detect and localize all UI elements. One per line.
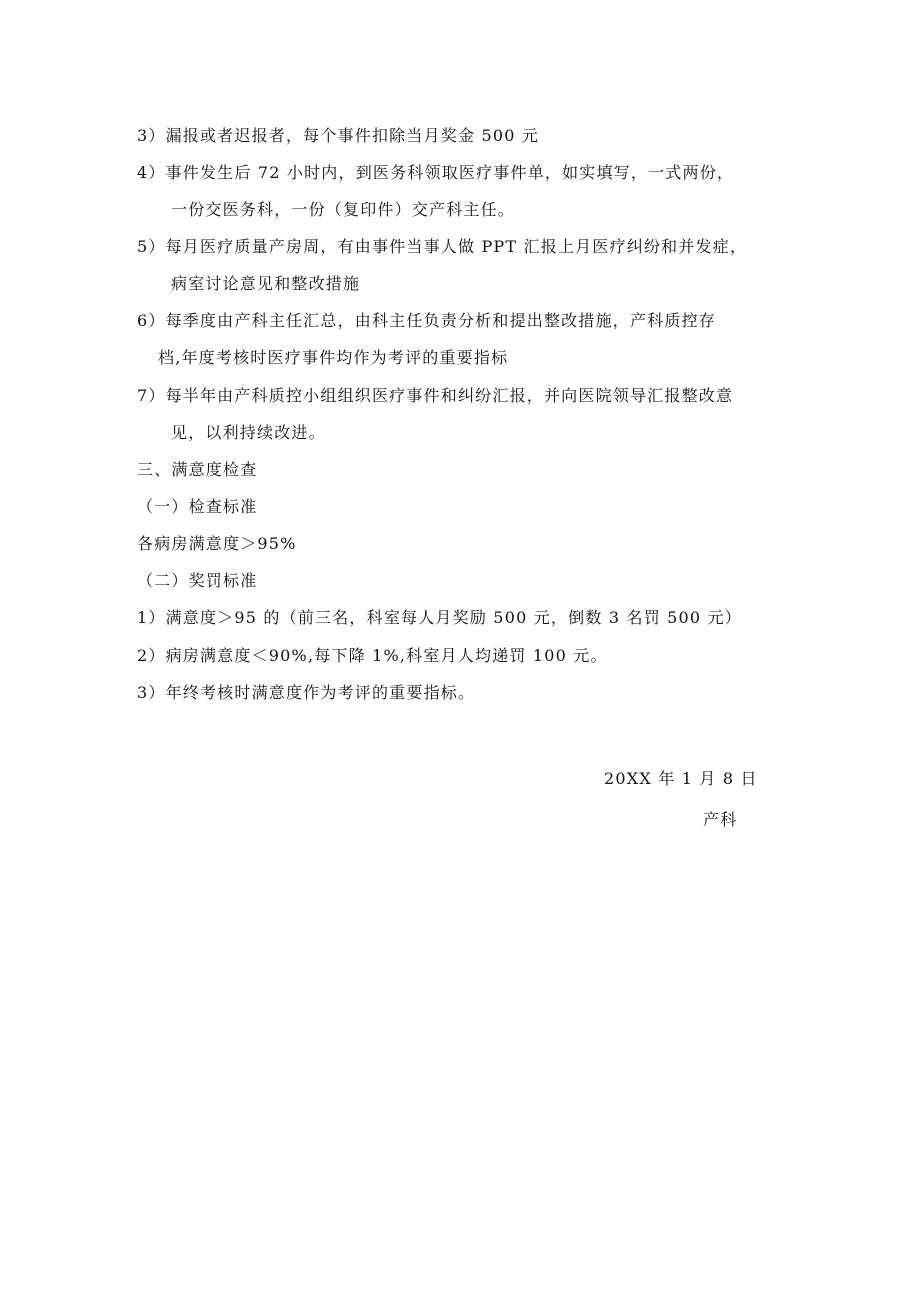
reward-item-1: 1）满意度＞95 的（前三名，科室每人月奖励 500 元，倒数 3 名罚 500 元） [137,608,742,627]
item-7-continuation: 见，以利持续改进。 [171,423,326,442]
item-5-monthly-report: 5）每月医疗质量产房周，有由事件当事人做 PPT 汇报上月医疗纠纷和并发症， [137,237,748,256]
item-6-quarterly-summary: 6）每季度由产科主任汇总，由科主任负责分析和提出整改措施，产科质控存 [137,311,716,330]
subsection-check-standard: （一）检查标准 [137,497,258,516]
item-5-continuation: 病室讨论意见和整改措施 [171,274,361,293]
item-4-event-form: 4）事件发生后 72 小时内，到医务科领取医疗事件单，如实填写，一式两份， [137,163,735,182]
item-4-continuation: 一份交医务科，一份（复印件）交产科主任。 [171,200,516,219]
subsection-reward-penalty: （二）奖罚标准 [137,571,258,590]
item-7-half-year-report: 7）每半年由产科质控小组组织医疗事件和纠纷汇报，并向医院领导汇报整改意 [137,386,734,405]
department-signature: 产科 [703,810,738,829]
satisfaction-standard: 各病房满意度＞95% [137,534,297,553]
reward-item-3: 3）年终考核时满意度作为考评的重要指标。 [137,683,476,702]
section-3-heading: 三、满意度检查 [137,460,258,479]
item-3-late-report: 3）漏报或者迟报者，每个事件扣除当月奖金 500 元 [137,126,540,145]
document-date: 20XX 年 1 月 8 日 [604,769,758,788]
item-6-continuation: 档,年度考核时医疗事件均作为考评的重要指标 [158,348,509,367]
reward-item-2: 2）病房满意度＜90%,每下降 1%,科室月人均递罚 100 元。 [137,646,608,665]
